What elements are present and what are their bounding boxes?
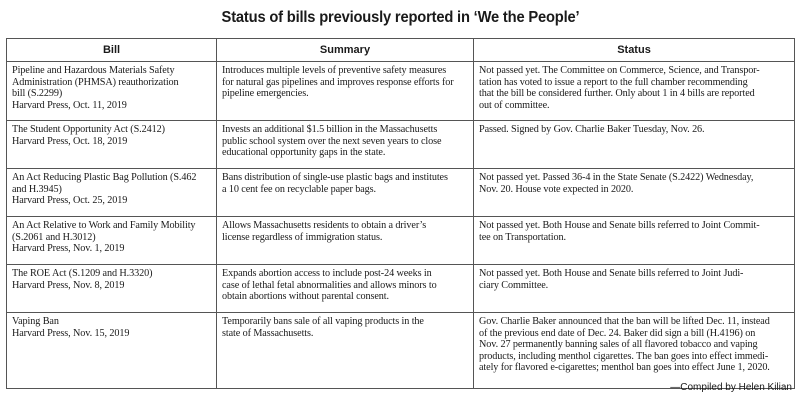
cell-line: Not passed yet. Both House and Senate bills referred to Joint Judi- bbox=[479, 268, 744, 279]
status-cell bbox=[474, 169, 795, 217]
cell-line: Nov. 20. House vote expected in 2020. bbox=[479, 183, 634, 195]
column-header-summary: Summary bbox=[217, 39, 474, 62]
summary-cell bbox=[217, 121, 474, 169]
cell-line: (S.2061 and H.3012) bbox=[12, 231, 96, 243]
cell-line: bill (S.2299) bbox=[12, 88, 63, 100]
cell-line: Not passed yet. Both House and Senate bills referred to Joint Commit- bbox=[479, 220, 760, 231]
status-cell bbox=[474, 121, 795, 169]
summary-cell bbox=[217, 313, 474, 389]
cell-line: Temporarily bans sale of all vaping products in the bbox=[222, 316, 424, 327]
cell-line: Not passed yet. The Committee on Commerce, Science, and Transpor- bbox=[479, 65, 760, 76]
cell-line: ately for flavored e-cigarettes; menthol ban goes into effect June 1, 2020. bbox=[479, 362, 770, 374]
cell-line: state of Massachusetts. bbox=[222, 327, 314, 339]
cell-line: Bans distribution of single-use plastic bags and institutes bbox=[222, 172, 448, 183]
table-row bbox=[7, 121, 795, 169]
cell-line: Harvard Press, Nov. 8, 2019 bbox=[12, 279, 125, 291]
summary-cell bbox=[217, 62, 474, 121]
status-cell bbox=[474, 265, 795, 313]
cell-line: Not passed yet. Passed 36-4 in the State Senate (S.2422) Wednesday, bbox=[479, 172, 754, 183]
summary-cell bbox=[217, 265, 474, 313]
cell-line: tation has voted to issue a report to the full chamber recommending bbox=[479, 76, 748, 88]
cell-line: a 10 cent fee on recyclable paper bags. bbox=[222, 183, 376, 195]
cell-line: An Act Reducing Plastic Bag Pollution (S.462 bbox=[12, 172, 197, 183]
cell-line: Vaping Ban bbox=[12, 316, 59, 327]
cell-line: Gov. Charlie Baker announced that the ban will be lifted Dec. 11, instead bbox=[479, 316, 770, 327]
page-title: Status of bills previously reported in ‘We the People’ bbox=[221, 9, 579, 26]
cell-line: Harvard Press, Nov. 15, 2019 bbox=[12, 327, 130, 339]
cell-line: Pipeline and Hazardous Materials Safety bbox=[12, 65, 175, 76]
cell-line: Harvard Press, Nov. 1, 2019 bbox=[12, 243, 125, 255]
cell-line: Expands abortion access to include post-24 weeks in bbox=[222, 268, 432, 279]
column-header-bill: Bill bbox=[7, 39, 217, 62]
summary-cell bbox=[217, 169, 474, 217]
cell-line: Administration (PHMSA) reauthorization bbox=[12, 76, 179, 88]
bill-cell bbox=[7, 313, 217, 389]
cell-line: The Student Opportunity Act (S.2412) bbox=[12, 124, 165, 135]
cell-line: Harvard Press, Oct. 11, 2019 bbox=[12, 99, 127, 111]
cell-line: license regardless of immigration status. bbox=[222, 231, 383, 243]
cell-line: public school system over the next seven years to close bbox=[222, 135, 442, 147]
cell-line: of the previous end date of Dec. 24. Baker did sign a bill (H.4196) on bbox=[479, 327, 756, 339]
cell-line: Allows Massachusetts residents to obtain a driver’s bbox=[222, 220, 427, 231]
bill-cell bbox=[7, 169, 217, 217]
table-header-row bbox=[7, 39, 795, 62]
cell-line: for natural gas pipelines and improves response efforts for bbox=[222, 76, 454, 88]
compiled-by-credit: —Compiled by Helen Kilian bbox=[670, 382, 792, 393]
cell-line: Invests an additional $1.5 billion in the Massachusetts bbox=[222, 124, 438, 135]
status-cell bbox=[474, 62, 795, 121]
bills-table bbox=[6, 38, 795, 389]
cell-line: products, including menthol cigarettes. The ban goes into effect immedi- bbox=[479, 350, 769, 362]
status-cell bbox=[474, 313, 795, 389]
cell-line: Introduces multiple levels of preventive safety measures bbox=[222, 65, 447, 76]
cell-line: Harvard Press, Oct. 18, 2019 bbox=[12, 135, 128, 147]
bill-cell bbox=[7, 62, 217, 121]
table-row bbox=[7, 313, 795, 389]
title-band bbox=[0, 0, 800, 36]
cell-line: Harvard Press, Oct. 25, 2019 bbox=[12, 195, 128, 207]
bill-cell bbox=[7, 265, 217, 313]
cell-line: and H.3945) bbox=[12, 183, 62, 195]
bill-cell bbox=[7, 121, 217, 169]
cell-line: An Act Relative to Work and Family Mobility bbox=[12, 220, 196, 231]
cell-line: that the bill be considered further. Only about 1 in 4 bills are reported bbox=[479, 88, 755, 100]
cell-line: educational opportunity gaps in the state. bbox=[222, 147, 386, 159]
table-row bbox=[7, 265, 795, 313]
cell-line: case of lethal fetal abnormalities and allows minors to bbox=[222, 279, 437, 291]
table-row bbox=[7, 217, 795, 265]
cell-line: Nov. 27 permanently banning sales of all flavored tobacco and vaping bbox=[479, 339, 758, 351]
cell-line: Passed. Signed by Gov. Charlie Baker Tuesday, Nov. 26. bbox=[479, 124, 705, 135]
column-header-status: Status bbox=[474, 39, 795, 62]
cell-line: tee on Transportation. bbox=[479, 231, 566, 243]
cell-line: ciary Committee. bbox=[479, 279, 549, 291]
cell-line: The ROE Act (S.1209 and H.3320) bbox=[12, 268, 153, 279]
summary-cell bbox=[217, 217, 474, 265]
table-row bbox=[7, 62, 795, 121]
bill-cell bbox=[7, 217, 217, 265]
table-row bbox=[7, 169, 795, 217]
cell-line: obtain abortions without parental consent. bbox=[222, 291, 389, 303]
cell-line: pipeline emergencies. bbox=[222, 88, 309, 100]
cell-line: out of committee. bbox=[479, 99, 550, 111]
status-cell bbox=[474, 217, 795, 265]
